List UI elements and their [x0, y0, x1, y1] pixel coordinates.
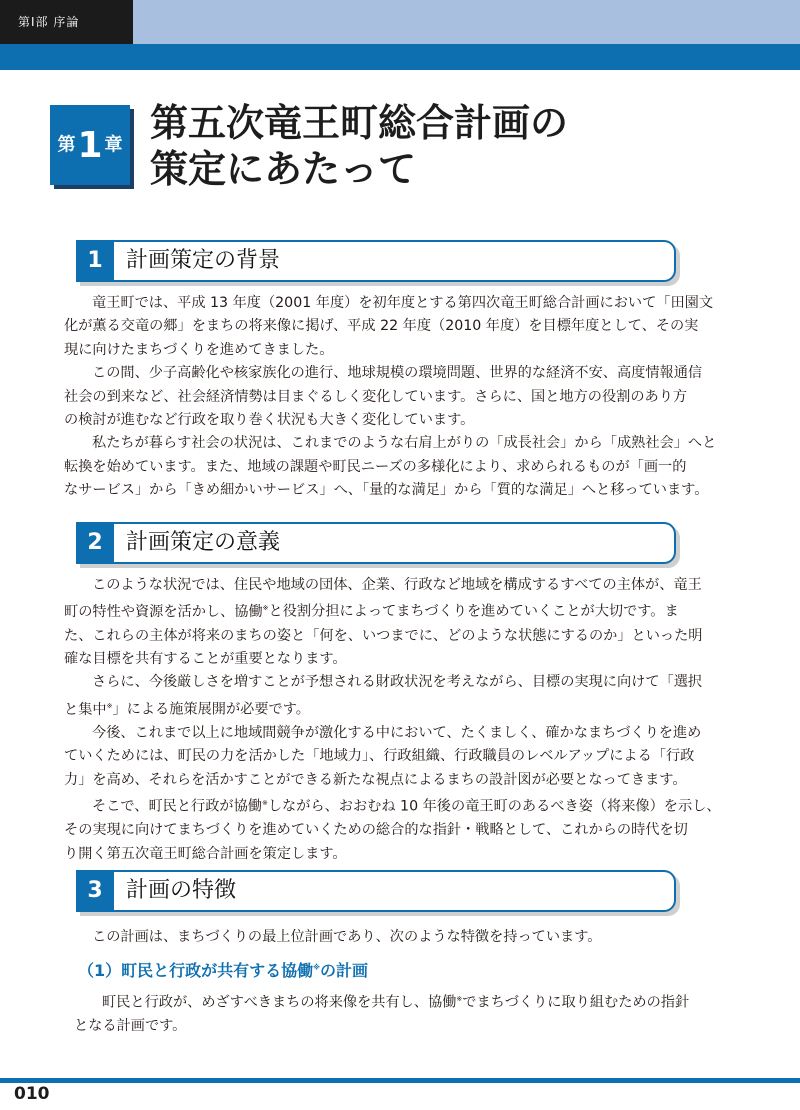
text-line: でまちづくりに取り組むための指針: [462, 994, 690, 1011]
text-line: 化が薫る交竜の郷」をまちの将来像に掲げ、平成 22 年度（2010 年度）を目標年度として、その実: [64, 318, 699, 335]
subsection-1-body: [74, 988, 690, 1039]
part-label: 第Ⅰ部 序論: [0, 0, 133, 44]
text-line: 力」を高め、それらを活かすことができる新たな視点によるまちの設計図が必要となってきます。: [64, 771, 687, 788]
page-number: 010: [14, 1084, 50, 1104]
text-line: り開く第五次竜王町総合計画を策定します。: [64, 845, 347, 862]
chapter-badge: [50, 105, 130, 185]
chapter-title-line1: 第五次竜王町総合計画の: [150, 101, 569, 145]
section-number: 2: [76, 524, 114, 562]
section-1-body: [64, 292, 717, 503]
text-line: の検討が進むなど行政を取り巻く状況も大きく変化しています。: [64, 412, 475, 429]
text-line: 社会の到来など、社会経済情勢は目まぐるしく変化しています。さらに、国と地方の役割のあり方: [64, 388, 688, 405]
text-line: 確な目標を共有することが重要となります。: [64, 650, 347, 667]
text-line: しながら、おおむね 10 年後の竜王町のあるべき姿（将来像）を示し、: [267, 798, 721, 815]
chapter-title-line2: 策定にあたって: [150, 147, 417, 191]
section-heading-1: [76, 240, 676, 282]
paragraph: [64, 432, 717, 502]
footnote-mark: ※: [106, 701, 113, 710]
section-title: 計画策定の背景: [126, 248, 281, 273]
text-line: さらに、今後厳しさを増すことが予想される財政状況を考えながら、目標の実現に向けて「選択: [92, 674, 703, 691]
footnote-mark: ※: [262, 604, 269, 613]
text-line: なサービス」から「きめ細かいサービス」へ、「量的な満足」から「質的な満足」へと移っています。: [64, 482, 709, 499]
paragraph: [64, 671, 703, 722]
header-rule: [0, 44, 800, 70]
footnote-mark: ※: [456, 995, 463, 1003]
text-line: このような状況では、住民や地域の団体、企業、行政など地域を構成するすべての主体が、竜王: [92, 577, 702, 593]
section-number: 3: [76, 872, 114, 910]
section-heading-3: [76, 870, 676, 912]
paragraph: [64, 792, 721, 866]
section-title: 計画策定の意義: [126, 530, 281, 555]
text-line: と役割分担によってまちづくりを進めていくことが大切です。ま: [268, 604, 679, 621]
footer-rule: [0, 1078, 800, 1083]
section-3-intro: [78, 926, 682, 949]
paragraph: [64, 362, 703, 432]
subheading-text: （1）町民と行政が共有する協働: [78, 961, 314, 980]
paragraph: [64, 292, 714, 362]
paragraph: [64, 574, 703, 671]
chapter-number: 1: [77, 124, 103, 166]
chapter-suffix: 章: [104, 134, 123, 156]
section-heading-2: [76, 522, 676, 564]
text-line: その実現に向けてまちづくりを進めていくための総合的な指針・戦略として、これからの時代を切: [64, 822, 688, 839]
text-line: た、これらの主体が将来のまちの姿と「何を、いつまでに、どのような状態にするのか」といった明: [64, 627, 703, 644]
text-line: となる計画です。: [74, 1018, 187, 1035]
text-line: 現に向けたまちづくりを進めてきました。: [64, 341, 334, 358]
text-line: と集中: [64, 701, 107, 718]
text-line: 」による施策展開が必要です。: [112, 701, 310, 718]
footnote-mark: ※: [261, 799, 268, 808]
footnote-mark: ※: [313, 963, 320, 972]
text-line: 私たちが暮らす社会の状況は、これまでのような右肩上がりの「成長社会」から「成熟社会」へと: [92, 435, 717, 452]
text-line: そこで、町民と行政が協働: [92, 798, 262, 815]
text-line: 今後、これまで以上に地域間競争が激化する中において、たくましく、確かなまちづくりを進め: [92, 724, 702, 741]
subheading-1: [78, 958, 368, 981]
text-line: この間、少子高齢化や核家族化の進行、地球規模の環境問題、世界的な経済不安、高度情報通信: [92, 365, 703, 382]
paragraph: [64, 722, 702, 792]
chapter-title: [150, 100, 770, 192]
paragraph: この計画は、まちづくりの最上位計画であり、次のような特徴を持っています。: [92, 929, 602, 945]
section-title: 計画の特徴: [126, 878, 237, 903]
text-line: 町民と行政が、めざすべきまちの将来像を共有し、協働: [102, 994, 457, 1011]
paragraph: [74, 988, 690, 1039]
text-line: 転換を始めています。また、地域の課題や町民ニーズの多様化により、求められるものが「画一的: [64, 458, 687, 475]
chapter-prefix: 第: [57, 134, 76, 156]
section-number: 1: [76, 242, 114, 280]
text-line: 竜王町では、平成 13 年度（2001 年度）を初年度とする第四次竜王町総合計画において「田園文: [92, 295, 714, 311]
section-2-body: [64, 574, 721, 866]
text-line: 町の特性や資源を活かし、協働: [64, 604, 263, 621]
subheading-text: の計画: [319, 961, 368, 980]
text-line: ていくためには、町民の力を活かした「地域力」、行政組織、行政職員のレベルアップによる「行政: [64, 748, 695, 765]
